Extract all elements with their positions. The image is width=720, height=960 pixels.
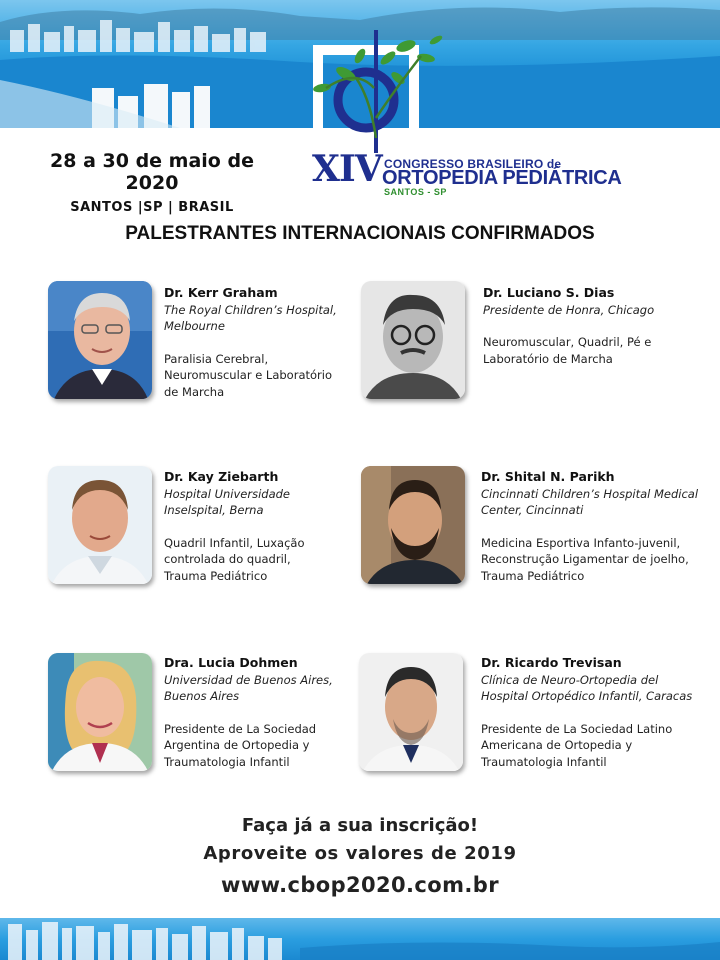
speaker-name: Dr. Kay Ziebarth: [164, 469, 279, 484]
event-date-block: [22, 150, 282, 215]
institution-line: Cincinnati Children’s Hospital Medical: [481, 486, 699, 501]
specialty-line: Quadril Infantil, Luxação: [164, 535, 305, 550]
logo-roman-numeral: XIV: [312, 148, 382, 190]
institution-line: Presidente de Honra, Chicago: [483, 302, 655, 317]
institution-line: Clínica de Neuro-Ortopedia del: [481, 672, 659, 687]
specialty-line: Reconstrução Ligamentar de joelho,: [481, 552, 689, 566]
event-location: SANTOS |SP | BRASIL: [70, 200, 234, 215]
specialty-line: Paralisia Cerebral,: [164, 351, 269, 366]
speaker-name: Dr. Luciano S. Dias: [483, 285, 615, 300]
speaker-info-2: [483, 285, 703, 367]
institution-line: Melbourne: [164, 319, 225, 333]
bottom-city-banner: [0, 918, 720, 960]
section-headline: PALESTRANTES INTERNACIONAIS CONFIRMADOS: [125, 223, 595, 244]
speaker-specialty: [481, 721, 707, 771]
speaker-photo: [359, 653, 463, 771]
specialty-line: Presidente de La Sociedad: [164, 721, 317, 736]
specialty-line: Medicina Esportiva Infanto-juvenil,: [481, 535, 681, 550]
speaker-specialty: [164, 721, 344, 771]
speaker-photo: [48, 466, 152, 584]
institution-line: Buenos Aires: [164, 689, 240, 703]
specialty-line: Trauma Pediátrico: [164, 568, 268, 583]
speaker-photo: [361, 466, 465, 584]
specialty-line: Americana de Ortopedia y: [481, 738, 633, 752]
specialty-line: Laboratório de Marcha: [483, 351, 613, 366]
speaker-info-3: [164, 469, 344, 584]
institution-line: The Royal Children’s Hospital,: [164, 302, 337, 317]
speaker-institution: [164, 672, 344, 705]
speaker-info-1: [164, 285, 344, 400]
cta-register: Faça já a sua inscrição!: [241, 815, 479, 836]
speaker-institution: [164, 486, 344, 519]
specialty-line: Traumatologia Infantil: [481, 754, 607, 769]
specialty-line: Neuromuscular, Quadril, Pé e: [483, 335, 652, 349]
institution-line: Hospital Universidade: [164, 486, 290, 501]
cta-prices: Aproveite os valores de 2019: [203, 843, 517, 864]
speaker-specialty: [481, 535, 707, 585]
speaker-info-4: [481, 469, 707, 584]
logo-line-2: ORTOPEDIA PEDIÁTRICA: [382, 167, 622, 189]
speaker-specialty: [164, 351, 344, 401]
speaker-name: Dr. Kerr Graham: [164, 285, 278, 300]
specialty-line: Traumatologia Infantil: [164, 754, 290, 769]
specialty-line: Presidente de La Sociedad Latino: [481, 721, 673, 736]
logo-line-3: SANTOS - SP: [384, 187, 447, 197]
specialty-line: controlada do quadril,: [164, 552, 291, 566]
speaker-institution: [481, 486, 707, 519]
speaker-name: Dra. Lucia Dohmen: [164, 655, 298, 670]
institution-line: Inselspital, Berna: [164, 503, 264, 517]
specialty-line: de Marcha: [164, 384, 225, 399]
speaker-specialty: [164, 535, 344, 585]
speaker-institution: [481, 672, 707, 705]
logo-line-1: CONGRESSO BRASILEIRO de: [384, 157, 562, 171]
speaker-info-6: [481, 655, 707, 770]
institution-line: Center, Cincinnati: [481, 503, 584, 517]
speaker-name: Dr. Ricardo Trevisan: [481, 655, 622, 670]
speaker-photo: [361, 281, 465, 399]
speaker-institution: [164, 302, 344, 335]
event-date: 28 a 30 de maio de 2020: [50, 150, 254, 194]
speaker-name: Dr. Shital N. Parikh: [481, 469, 615, 484]
website-link[interactable]: www.cbop2020.com.br: [221, 873, 499, 897]
institution-line: Universidad de Buenos Aires,: [164, 672, 333, 687]
specialty-line: Neuromuscular e Laboratório: [164, 368, 332, 382]
specialty-line: Argentina de Ortopedia y: [164, 738, 310, 752]
speaker-photo: [48, 281, 152, 399]
speaker-info-5: [164, 655, 344, 770]
speaker-photo: [48, 653, 152, 771]
specialty-line: Trauma Pediátrico: [481, 568, 585, 583]
speaker-specialty: [483, 334, 703, 367]
call-to-action: [0, 812, 720, 902]
institution-line: Hospital Ortopédico Infantil, Caracas: [481, 689, 693, 703]
speaker-institution: [483, 302, 703, 319]
